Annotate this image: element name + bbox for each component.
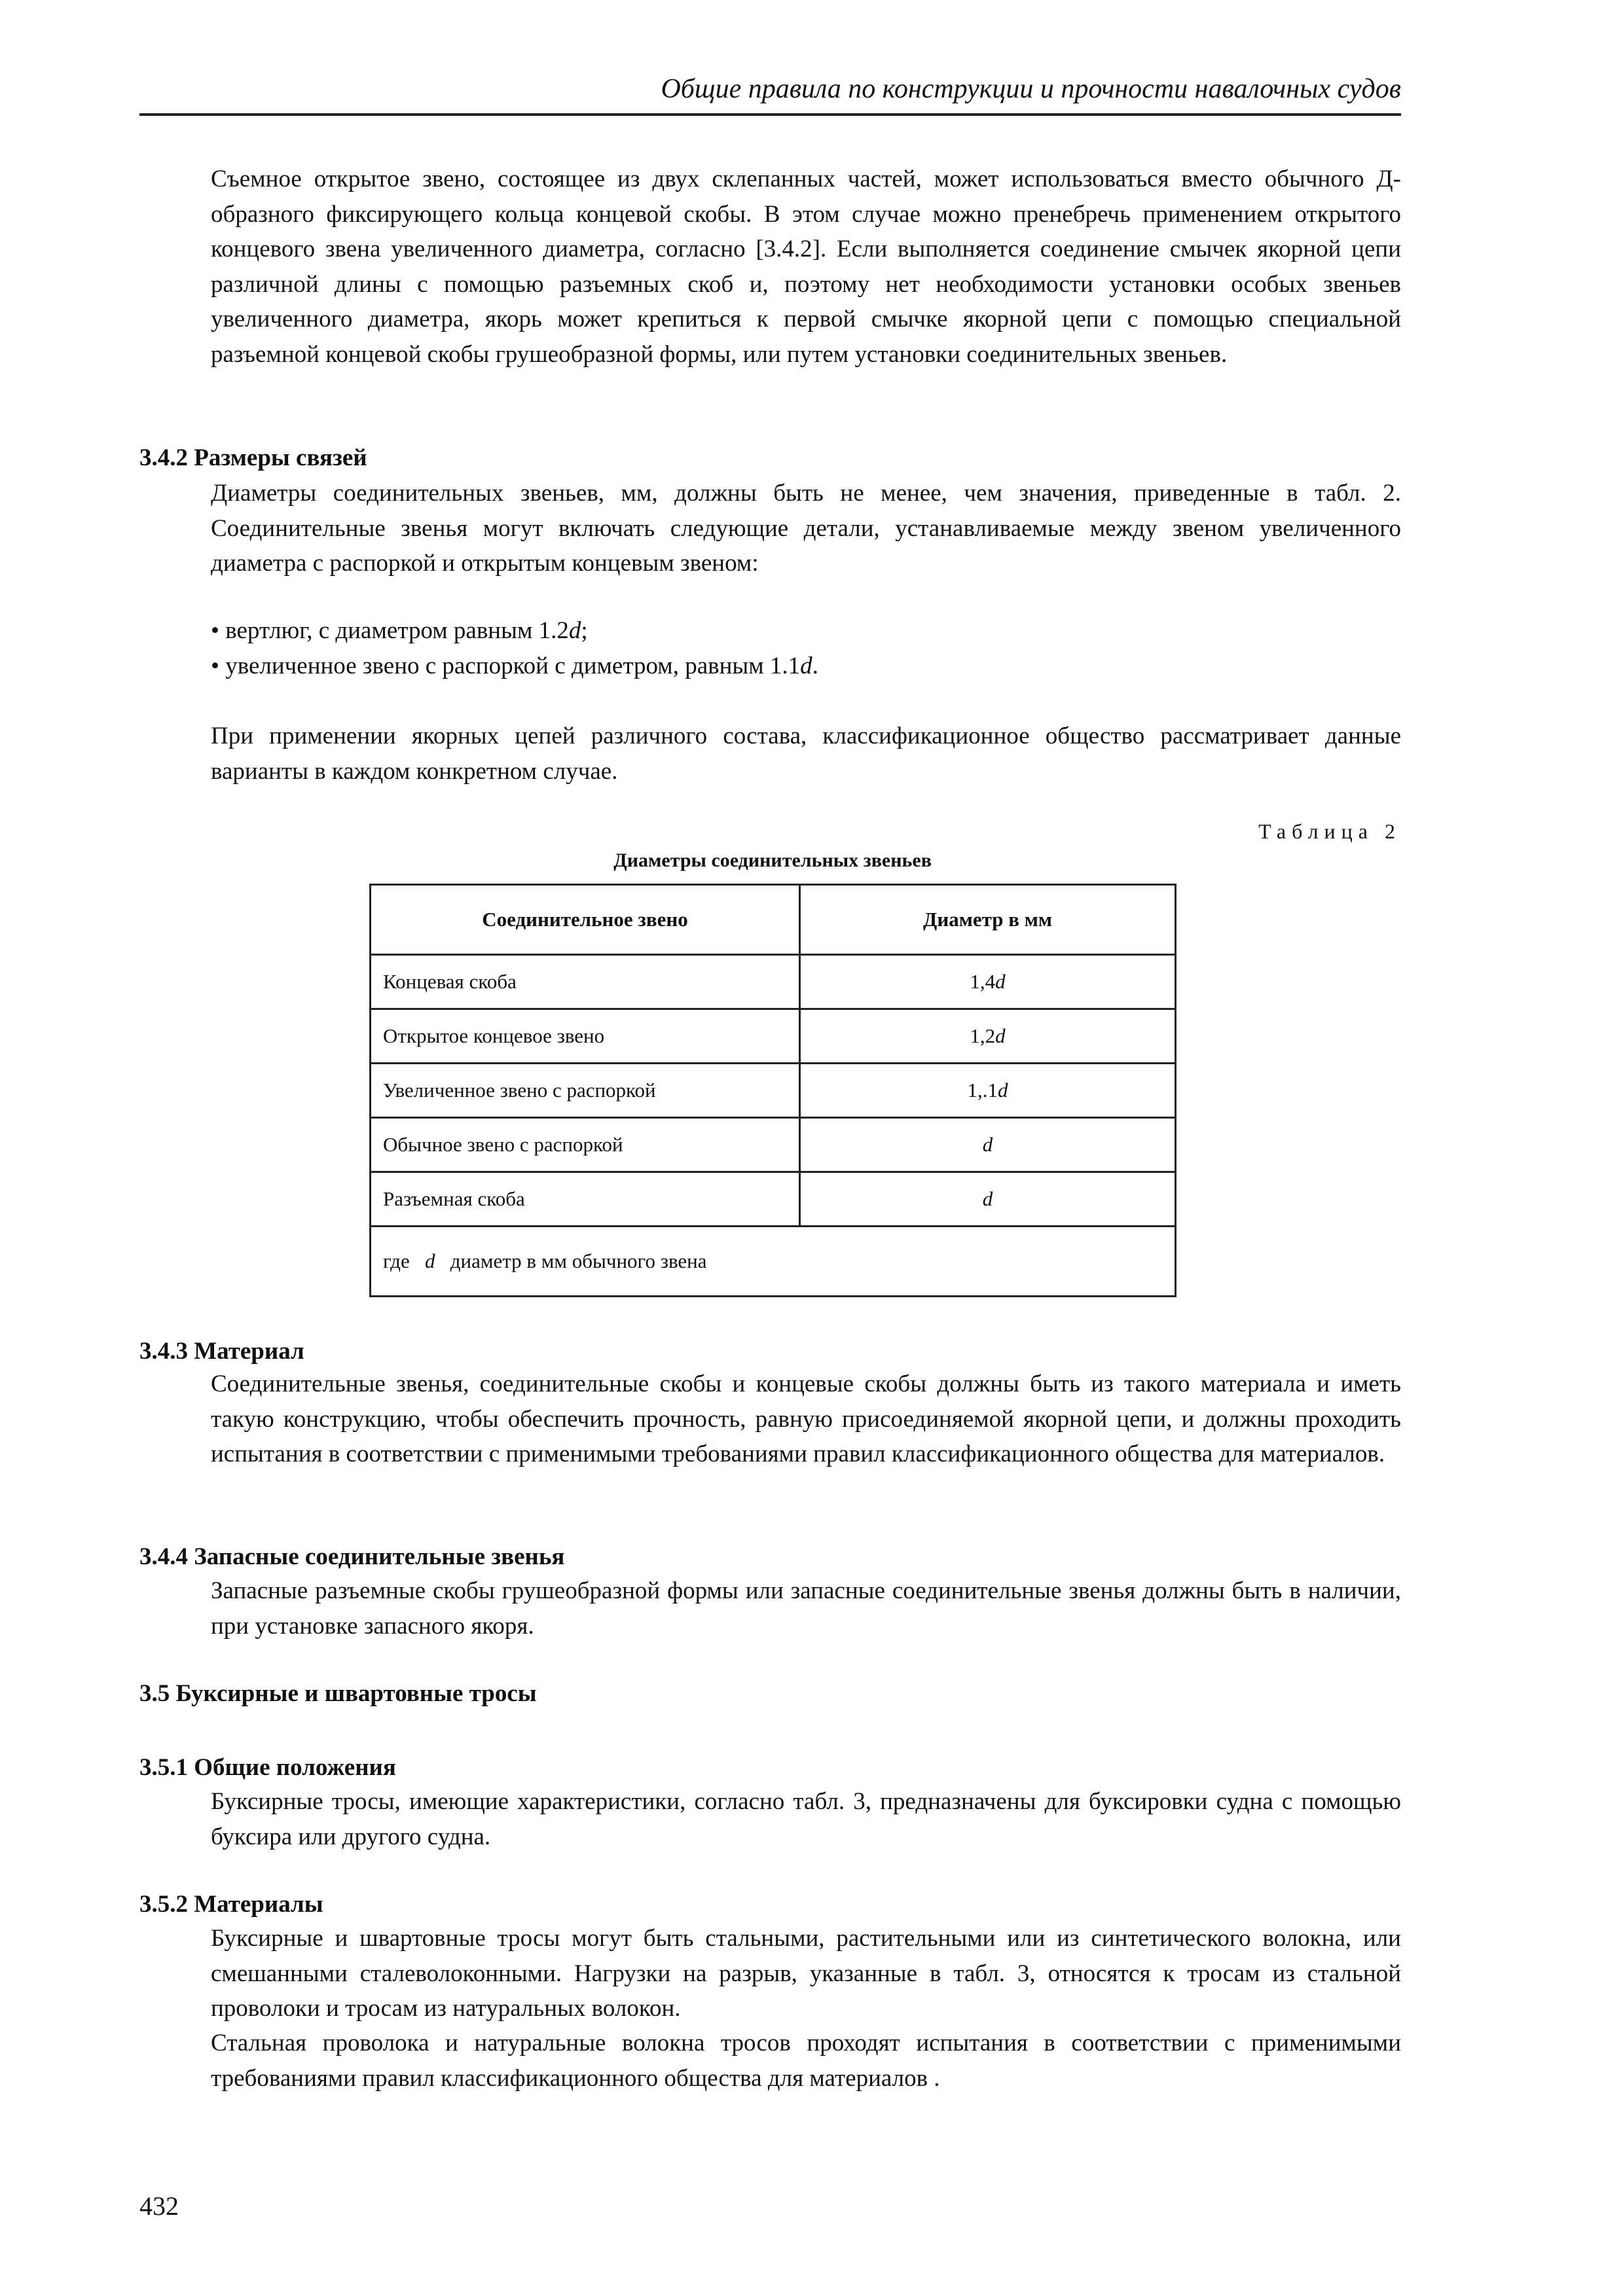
diameter-variable: d (998, 1079, 1008, 1102)
section-3-4-4-paragraph: Запасные разъемные скобы грушеобразной формы или запасные соединительные звенья должны быть в наличии, при установке запасного якоря. (211, 1577, 1401, 1640)
diameter-coefficient: 1,2 (970, 1024, 996, 1047)
section-3-4-3-paragraph: Соединительные звенья, соединительные скобы и концевые скобы должны быть из такого материала и иметь такую конструкцию, чтобы обеспечить прочность, равную присоединяемой якорной цепи, и должны проходить испытания в соответствии с применимыми требованиями правил классификационного общества для материалов. (211, 1371, 1401, 1468)
bullet-text: увеличенное звено с распоркой с диметром, равным 1.1 (225, 653, 801, 679)
list-item (211, 649, 1401, 684)
bullet-symbol: • (211, 653, 219, 679)
bullet-end: . (812, 653, 818, 679)
connecting-links-table (369, 884, 1176, 1297)
link-name-cell: Обычное звено с распоркой (371, 1118, 800, 1172)
diameter-variable: d (995, 1024, 1006, 1047)
section-3-4-2-paragraph-2: При применении якорных цепей различного состава, классификационное общество рассматривает данные варианты в каждом конкретном случае. (211, 723, 1401, 785)
link-name-cell: Открытое концевое звено (371, 1009, 800, 1064)
running-header: Общие правила по конструкции и прочности навалочных судов (661, 74, 1401, 104)
column-header-link: Соединительное звено (371, 885, 800, 955)
table-title: Диаметры соединительных звеньев (613, 850, 932, 871)
table-row (371, 1009, 1176, 1064)
table-note-row (371, 1227, 1176, 1297)
bullet-symbol: • (211, 617, 219, 644)
page-number: 432 (139, 2191, 179, 2221)
link-name-cell: Увеличенное звено с распоркой (371, 1064, 800, 1118)
heading-3-4-4: 3.4.4 Запасные соединительные звенья (139, 1543, 565, 1570)
heading-3-5-2: 3.5.2 Материалы (139, 1891, 323, 1918)
table-note-cell (371, 1227, 1176, 1297)
table-row (371, 1118, 1176, 1172)
bullet-end: ; (581, 617, 588, 644)
diameter-coefficient: 1,.1 (967, 1079, 998, 1102)
diameter-cell (800, 1118, 1176, 1172)
link-name-cell: Разъемная скоба (371, 1172, 800, 1227)
diameter-variable: d (995, 970, 1006, 993)
diameter-cell (800, 1172, 1176, 1227)
header-rule (139, 113, 1401, 116)
bullet-list (211, 613, 1401, 684)
column-header-diameter: Диаметр в мм (800, 885, 1176, 955)
link-name-cell: Концевая скоба (371, 955, 800, 1009)
note-text: диаметр в мм обычного звена (450, 1249, 707, 1272)
intro-paragraph: Съемное открытое звено, состоящее из двух склепанных частей, может использоваться вместо обычного Д-образного фиксирующего кольца концевой скобы. В этом случае можно пренебречь применением открытого концевого звена увеличенного диаметра, согласно [3.4.2]. Если выполняется соединение смычек якорной цепи различной длины с помощью разъемных скоб и, поэтому нет необходимости установки особых звеньев увеличенного диаметра, якорь может крепиться к первой смычке якорной цепи с помощью специальной разъемной концевой скобы грушеобразной формы, или путем установки соединительных звеньев. (211, 166, 1401, 368)
note-variable: d (424, 1249, 435, 1272)
section-3-5-2-paragraph-2: Стальная проволока и натуральные волокна тросов проходят испытания в соответствии с применимыми требованиями правил классификационного общества для материалов . (211, 2030, 1401, 2092)
diameter-cell (800, 1009, 1176, 1064)
list-item (211, 613, 1401, 649)
note-prefix: где (383, 1249, 410, 1272)
heading-3-5-1: 3.5.1 Общие положения (139, 1754, 396, 1781)
diameter-variable: d (982, 1133, 993, 1156)
diameter-coefficient: 1,4 (970, 970, 996, 993)
table-row (371, 955, 1176, 1009)
section-3-5-1-paragraph: Буксирные тросы, имеющие характеристики, согласно табл. 3, предназначены для буксировки судна с помощью буксира или другого судна. (211, 1788, 1401, 1850)
diameter-cell (800, 955, 1176, 1009)
diameter-cell (800, 1064, 1176, 1118)
section-3-5-2-paragraph-1: Буксирные и швартовные тросы могут быть стальными, растительными или из синтетического волокна, или смешанными сталеволоконными. Нагрузки на разрыв, указанные в табл. 3, относятся к тросам из стальной проволоки и тросам из натуральных волокон. (211, 1925, 1401, 2022)
bullet-variable: d (568, 617, 581, 644)
heading-3-5: 3.5 Буксирные и швартовные тросы (139, 1680, 537, 1707)
section-3-4-2-paragraph-1: Диаметры соединительных звеньев, мм, должны быть не менее, чем значения, приведенные в табл. 2. Соединительные звенья могут включать следующие детали, устанавливаемые между звеном увеличенного диаметра с распоркой и открытым концевым звеном: (211, 480, 1401, 577)
heading-3-4-3: 3.4.3 Материал (139, 1338, 304, 1365)
table-row (371, 1172, 1176, 1227)
table-header-row (371, 885, 1176, 955)
heading-3-4-2: 3.4.2 Размеры связей (139, 444, 367, 471)
bullet-text: вертлюг, с диаметром равным 1.2 (225, 617, 569, 644)
diameter-variable: d (982, 1187, 993, 1210)
table-label: Таблица 2 (1258, 819, 1401, 843)
table-row (371, 1064, 1176, 1118)
bullet-variable: d (800, 653, 812, 679)
